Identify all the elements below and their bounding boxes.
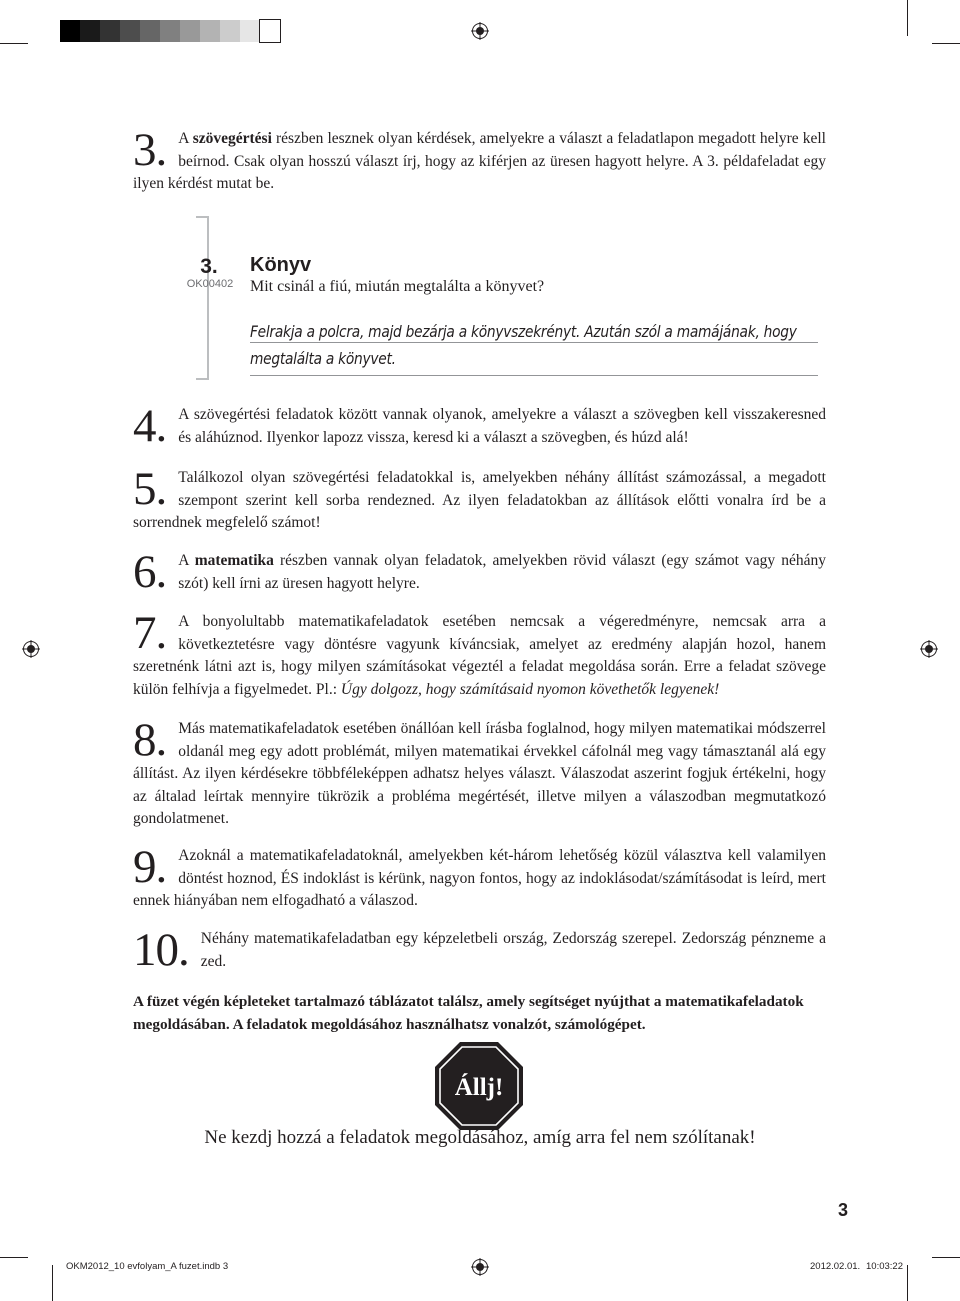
instruction-8: [133, 714, 826, 831]
instruction-4: [133, 400, 826, 452]
example-answer-line: Felrakja a polcra, majd bezárja a könyvszekrényt. Azután szól a mamájának, hogy: [250, 322, 797, 341]
crop-mark: [0, 1257, 28, 1258]
instruction-text: [133, 124, 826, 196]
body-text: A: [178, 552, 195, 569]
color-swatch: [180, 20, 200, 42]
body-text: Találkozol olyan szövegértési feladatokkal is, amelyekben néhány állítást számozással, a megadott szempont szerint kell sorba rendezned. Az ilyen feladatokban az állítások előtti vonalra írd be a sorrendnek megfelelő számot!: [133, 469, 826, 531]
instruction-number: 6.: [133, 546, 167, 598]
registration-mark-icon: [920, 640, 938, 658]
page-number: 3: [838, 1200, 849, 1220]
instruction-7: [133, 607, 826, 701]
example-rule: [207, 216, 209, 380]
registration-mark-icon: [471, 22, 489, 40]
emphasis-text: matematika: [194, 552, 274, 569]
body-text: A bonyolultabb matematikafeladatok esetében nemcsak a végeredményre, nemcsak arra a következtetésre vagy döntésre vagyunk kíváncsiak, amelyet az eredmény alapján hozol, hanem szeretnénk látni azt is, hogy milyen számításokat végeztél a feladat megoldása során. Erre a feladat szövege külön felhívja a figyelmedet. Pl.:: [133, 613, 826, 698]
instruction-text: [133, 463, 826, 535]
instruction-text: [133, 546, 826, 598]
color-swatch: [100, 20, 120, 42]
registration-mark-icon: [471, 1258, 489, 1276]
instruction-text: [133, 400, 826, 452]
crop-mark: [52, 1265, 53, 1301]
slug-filename: OKM2012_10 evfolyam_A fuzet.indb 3: [66, 1261, 229, 1272]
color-swatch: [200, 20, 220, 42]
instruction-10: [133, 924, 826, 976]
instruction-9: [133, 841, 826, 913]
body-text: Azoknál a matematikafeladatoknál, amelyekben két-három lehetőség közül választva kell valamilyen döntést hoznod, ÉS indoklást is kérünk, nagyon fontos, hogy az indoklásodat/számításodat is leírd, mert ennek hiányában nem elfogadható a válaszod.: [133, 847, 826, 909]
body-text: részben lesznek olyan kérdések, amelyekre a választ a feladatlapon megadott helyre kell beírnod. Csak olyan hosszú választ írj, hogy az kiférjen az üresen hagyott helyre. A 3. példafeladat egy ilyen kérdést mutat be.: [133, 130, 826, 192]
color-swatch: [260, 20, 280, 42]
example-rule: [196, 216, 208, 218]
body-text: részben vannak olyan feladatok, amelyekben rövid választ (egy számot vagy néhány szót) kell írni az üresen hagyott helyre.: [178, 552, 826, 592]
instruction-number: 7.: [133, 607, 167, 659]
body-text: A: [178, 130, 193, 147]
crop-mark: [907, 1265, 908, 1301]
color-swatch: [120, 20, 140, 42]
answer-rule: [250, 342, 818, 343]
crop-mark: [0, 43, 28, 44]
crop-mark: [932, 43, 960, 44]
example-code: OK00402: [186, 278, 234, 290]
instruction-6: [133, 546, 826, 598]
crop-mark: [932, 1257, 960, 1258]
slug-time: 10:03:22: [866, 1261, 903, 1272]
example-title: Könyv: [250, 254, 312, 276]
instruction-number: 4.: [133, 400, 167, 452]
color-swatch: [220, 20, 240, 42]
color-swatch: [80, 20, 100, 42]
instruction-text: [133, 841, 826, 913]
instruction-3: [133, 124, 826, 196]
instruction-number: 8.: [133, 714, 167, 766]
instruction-text: [133, 714, 826, 831]
slug-date: 2012.02.01.: [810, 1261, 861, 1272]
body-text: Néhány matematikafeladatban egy képzeletbeli ország, Zedország szerepel. Zedország pénzneme a zed.: [200, 930, 826, 970]
instruction-number: 5.: [133, 463, 167, 515]
instruction-text: [133, 924, 826, 976]
crop-mark: [907, 0, 908, 36]
answer-rule: [250, 375, 818, 376]
stop-sign-icon: [433, 1040, 525, 1132]
formula-sheet-note: A füzet végén képleteket tartalmazó táblázatot találsz, amely segítséget nyújthat a matematikafeladatok megoldásában. A feladatok megoldásához használhatsz vonalzót, számológépet.: [133, 993, 804, 1033]
example-number: 3.: [200, 255, 218, 278]
example-question: Mit csinál a fiú, miután megtalálta a könyvet?: [250, 278, 545, 295]
instruction-number: 3.: [133, 124, 167, 176]
color-calibration-bar: [60, 20, 280, 42]
body-text: A szövegértési feladatok között vannak olyanok, amelyekre a választ a szövegben kell visszakeresned és aláhúznod. Ilyenkor lapozz vissza, keresd ki a választ a szövegben, és húzd alá!: [178, 406, 826, 446]
color-swatch: [140, 20, 160, 42]
body-text: Más matematikafeladatok esetében önállóan kell írásba foglalnod, hogy milyen matematikai módszerrel oldanál meg egy adott problémát, milyen matematikai érvekkel cáfolnál meg vagy támasztanál alá egy állítást. Az ilyen kérdésekre többféleképpen adhatsz helyes választ. Válaszodat aszerint fogjuk értékelni, hogy az általad leírtak mennyire tükrözik a probléma megértését, illetve milyen a válaszodban megmutatkozó gondolatmenet.: [133, 720, 826, 827]
example-rule: [196, 378, 208, 380]
body-text: Úgy dolgozz, hogy számításaid nyomon követhetők legyenek!: [340, 680, 720, 698]
color-swatch: [240, 20, 260, 42]
stop-sign-text: Állj!: [454, 1074, 504, 1101]
emphasis-text: szövegértési: [192, 130, 272, 147]
color-swatch: [160, 20, 180, 42]
color-swatch: [60, 20, 80, 42]
instruction-5: [133, 463, 826, 535]
example-answer-line: megtalálta a könyvet.: [250, 349, 396, 368]
instruction-number: 10.: [133, 924, 189, 976]
registration-mark-icon: [22, 640, 40, 658]
stop-instruction: Ne kezdj hozzá a feladatok megoldásához, amíg arra fel nem szólítanak!: [204, 1127, 756, 1148]
instruction-number: 9.: [133, 841, 167, 893]
instruction-text: [133, 607, 826, 701]
example-answer: [250, 318, 797, 372]
